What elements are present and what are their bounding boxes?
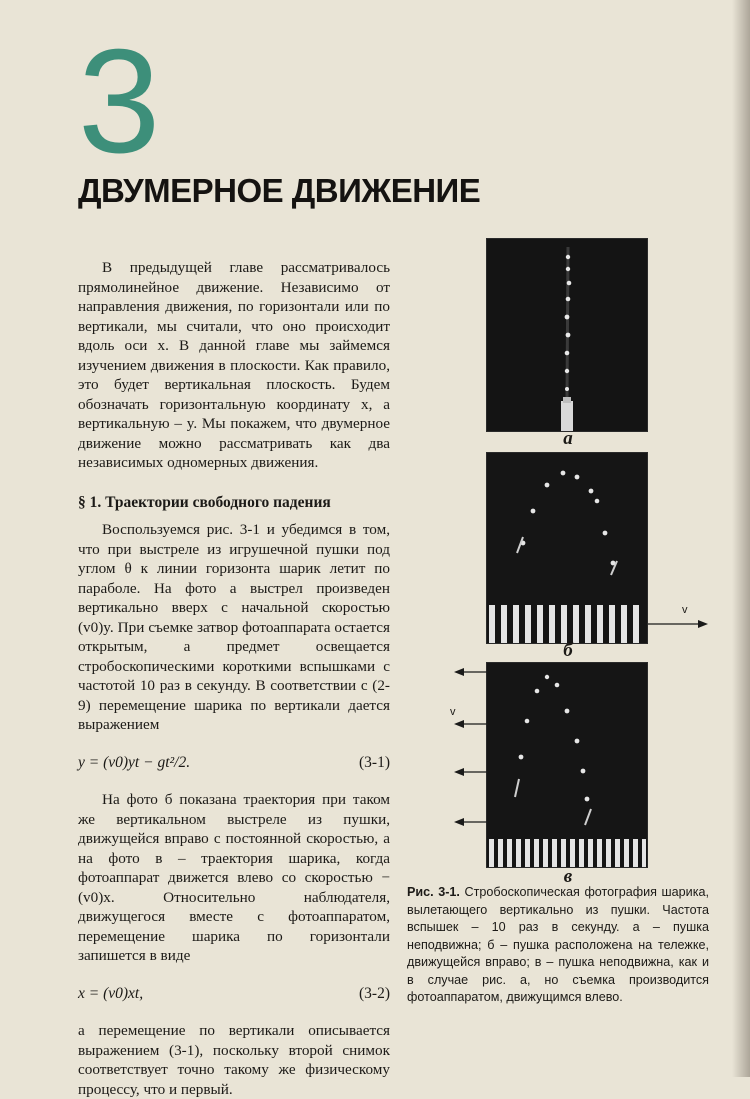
photo-c-left-arrow-4-icon <box>454 816 488 828</box>
photo-b-velocity-arrow-icon <box>648 618 708 630</box>
photo-c-left-arrow-1-icon <box>454 666 488 678</box>
section-heading: § 1. Траектории свободного падения <box>78 493 331 511</box>
body-text-column <box>78 258 390 1099</box>
formula-3-1-expression: y = (v0)yt − gt²/2. <box>78 753 191 771</box>
section-paragraph-1: Воспользуемся рис. 3-1 и убедимся в том, что при выстреле из игрушечной пушки под углом θ к линии горизонта шарик летит по параболе. На фото а выстрел произведен вертикально вверх с начальной скоростью (v0)y. При съемке затвор фотоаппарата остается открытым, а предмет освещается стробоскопическими короткими вспышками с частотой 10 раз в секунду. В соответствии с (2-9) перемещение шарика по вертикали дается выражением <box>78 521 390 733</box>
photo-c-camera-moving-left <box>486 662 648 868</box>
chapter-number: 3 <box>78 19 159 184</box>
formula-3-2-number: (3-2) <box>359 984 390 1002</box>
photo-c-left-arrow-2-icon <box>454 718 488 730</box>
formula-3-1-number: (3-1) <box>359 753 390 771</box>
photo-b-velocity-label: v <box>682 604 688 616</box>
photo-a-label: а <box>563 428 573 449</box>
section-paragraph-3: а перемещение по вертикали описывается выражением (3-1), поскольку второй снимок соответствует точно такому же физическому процессу, что и первый. <box>78 1022 390 1098</box>
photo-a-vertical-shot <box>486 238 648 432</box>
figure-caption <box>407 884 709 1007</box>
photo-c-velocity-label: v <box>450 706 456 718</box>
formula-3-2-expression: x = (v0)xt, <box>78 984 144 1002</box>
intro-paragraph: В предыдущей главе рассматривалось прямолинейное движение. Независимо от направления движения, по горизонтали или по вертикали, мы считали, что оно происходит вдоль оси x. В данной главе мы займемся изучением движения в плоскости. Как правило, это будет вертикальная плоскость. Будем обозначать горизонтальную координату x, а вертикальную – y. Мы покажем, что двумерное движение можно рассматривать как два независимых одномерных движения. <box>78 259 390 471</box>
section-paragraph-2: На фото б показана траектория при таком же вертикальном выстреле из пушки, движущейся вправо с постоянной скоростью, а на фото в – траектория шарика, когда фотоаппарат движется влево со скоростью −(v0)x. Относительно наблюдателя, движущегося вместе с фотоаппаратом, перемещение шарика по горизонтали запишется в виде <box>78 791 390 964</box>
figure-caption-label: Рис. 3-1. <box>407 885 460 899</box>
photo-c-left-arrow-3-icon <box>454 766 488 778</box>
photo-b-label: б <box>563 640 573 661</box>
page-edge-shadow <box>732 0 750 1077</box>
figure-caption-text: Стробоскопическая фотография шарика, вылетающего вертикально из пушки. Частота вспышек – 10 раз в секунду. а – пушка неподвижна; б – пушка расположена на тележке, движущейся вправо; в – пушка неподвижна, как и в случае рис. а, но съемка производится фотоаппаратом, движущимся влево. <box>407 885 709 1004</box>
photo-b-cart-moving-right <box>486 452 648 644</box>
photo-c-label: в <box>563 866 573 887</box>
formula-3-1 <box>78 753 390 773</box>
chapter-title: ДВУМЕРНОЕ ДВИЖЕНИЕ <box>78 172 481 209</box>
formula-3-2 <box>78 984 390 1004</box>
